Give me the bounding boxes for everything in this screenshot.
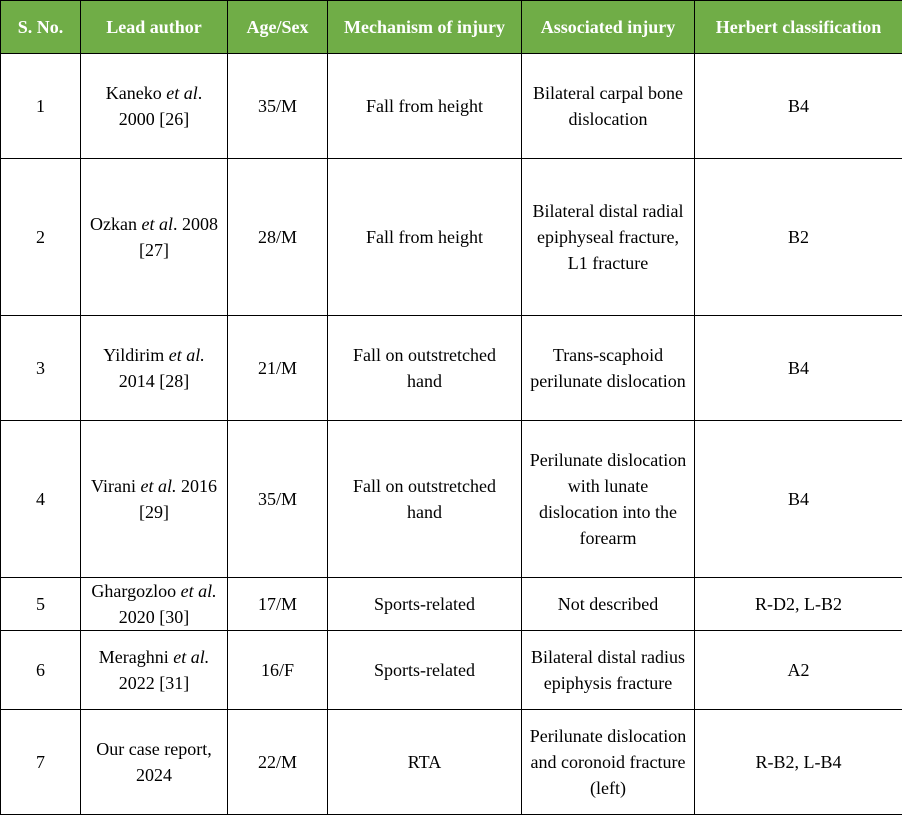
cell-herbert: B4 — [695, 54, 902, 159]
cell-associated-injury: Trans-scaphoid perilunate dislocation — [522, 316, 695, 421]
table-header-row — [1, 1, 902, 54]
column-header-age-sex: Age/Sex — [228, 1, 328, 54]
cell-age-sex: 35/M — [228, 54, 328, 159]
cell-sno: 3 — [1, 316, 81, 421]
cell-lead-author — [81, 631, 228, 710]
cell-sno: 5 — [1, 578, 81, 631]
cell-herbert: R-B2, L-B4 — [695, 710, 902, 815]
author-year-ref: . 2000 [26] — [119, 83, 202, 129]
cell-age-sex: 35/M — [228, 421, 328, 578]
cell-associated-injury: Perilunate dislocation with lunate dislocation into the forearm — [522, 421, 695, 578]
author-name: Our case report, 2024 — [96, 739, 211, 785]
cell-herbert: B4 — [695, 421, 902, 578]
cell-mechanism: Fall on outstretched hand — [328, 421, 522, 578]
cell-lead-author — [81, 421, 228, 578]
table-row — [1, 710, 902, 815]
author-etal: et al. — [140, 476, 176, 496]
cell-associated-injury: Perilunate dislocation and coronoid fracture (left) — [522, 710, 695, 815]
cell-sno: 6 — [1, 631, 81, 710]
author-etal: et al — [141, 214, 173, 234]
author-etal: et al. — [169, 345, 205, 365]
table-row — [1, 316, 902, 421]
cell-lead-author — [81, 54, 228, 159]
author-name: Kaneko — [106, 83, 162, 103]
author-name: Ozkan — [90, 214, 137, 234]
column-header-mechanism: Mechanism of injury — [328, 1, 522, 54]
cell-sno: 2 — [1, 159, 81, 316]
cell-herbert: B4 — [695, 316, 902, 421]
table-row — [1, 54, 902, 159]
table-row — [1, 631, 902, 710]
cell-sno: 7 — [1, 710, 81, 815]
author-year-ref: 2020 [30] — [119, 607, 190, 627]
author-etal: et al — [166, 83, 198, 103]
author-name: Ghargozloo — [91, 581, 176, 601]
cell-associated-injury: Bilateral carpal bone dislocation — [522, 54, 695, 159]
column-header-herbert: Herbert classification — [695, 1, 902, 54]
author-year-ref: . 2008 [27] — [139, 214, 218, 260]
column-header-sno: S. No. — [1, 1, 81, 54]
cell-mechanism: Fall on outstretched hand — [328, 316, 522, 421]
cell-mechanism: Sports-related — [328, 631, 522, 710]
author-year-ref: 2022 [31] — [119, 673, 190, 693]
cell-associated-injury: Not described — [522, 578, 695, 631]
cell-herbert: B2 — [695, 159, 902, 316]
cell-lead-author — [81, 710, 228, 815]
column-header-lead-author: Lead author — [81, 1, 228, 54]
author-name: Virani — [91, 476, 136, 496]
cell-lead-author — [81, 316, 228, 421]
table-row — [1, 578, 902, 631]
cell-mechanism: Sports-related — [328, 578, 522, 631]
cell-lead-author — [81, 159, 228, 316]
column-header-associated-injury: Associated injury — [522, 1, 695, 54]
author-etal: et al. — [181, 581, 217, 601]
cell-sno: 4 — [1, 421, 81, 578]
cell-herbert: A2 — [695, 631, 902, 710]
cell-age-sex: 17/M — [228, 578, 328, 631]
author-year-ref: 2014 [28] — [119, 371, 190, 391]
table-row — [1, 421, 902, 578]
author-year-ref: 2016 [29] — [139, 476, 217, 522]
cell-mechanism: Fall from height — [328, 159, 522, 316]
cell-associated-injury: Bilateral distal radius epiphysis fracture — [522, 631, 695, 710]
cell-age-sex: 28/M — [228, 159, 328, 316]
cell-mechanism: RTA — [328, 710, 522, 815]
table-row — [1, 159, 902, 316]
author-name: Meraghni — [99, 647, 169, 667]
author-etal: et al. — [173, 647, 209, 667]
cell-age-sex: 22/M — [228, 710, 328, 815]
cell-sno: 1 — [1, 54, 81, 159]
author-name: Yildirim — [103, 345, 164, 365]
cell-herbert: R-D2, L-B2 — [695, 578, 902, 631]
cell-associated-injury: Bilateral distal radial epiphyseal fracture, L1 fracture — [522, 159, 695, 316]
cell-age-sex: 21/M — [228, 316, 328, 421]
cell-lead-author — [81, 578, 228, 631]
cell-age-sex: 16/F — [228, 631, 328, 710]
cell-mechanism: Fall from height — [328, 54, 522, 159]
